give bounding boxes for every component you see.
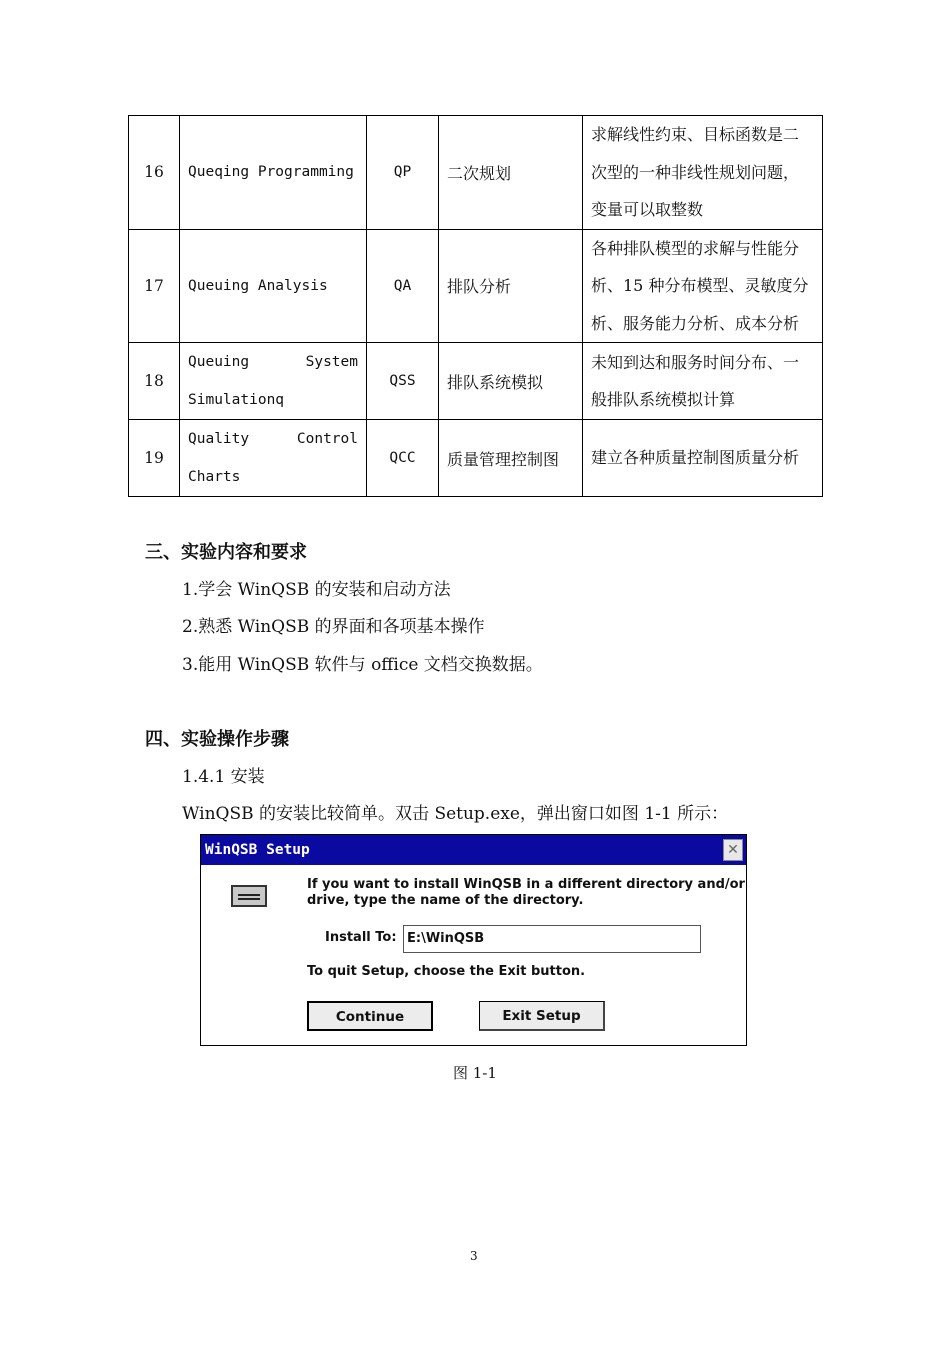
section4-subheading: 1.4.1 安装 — [182, 767, 265, 787]
module-abbr: QA — [367, 229, 439, 343]
module-cn-name: 二次规划 — [439, 116, 583, 230]
module-name: Queuing System Simulationq — [180, 343, 367, 420]
module-abbr: QP — [367, 116, 439, 230]
page-number: 3 — [470, 1249, 478, 1263]
module-description: 求解线性约束、目标函数是二 次型的一种非线性规划问题， 变量可以取整数 — [583, 116, 823, 230]
dialog-title: WinQSB Setup — [205, 842, 310, 858]
table-row — [129, 116, 823, 230]
install-message: If you want to install WinQSB in a different directory and/or drive, type the name of the directory. — [307, 877, 745, 908]
module-abbr: QCC — [367, 420, 439, 497]
section4-paragraph: WinQSB 的安装比较简单。双击 Setup.exe，弹出窗口如图 1-1 所示： — [182, 804, 729, 824]
table-row — [129, 343, 823, 420]
dialog-titlebar[interactable] — [201, 835, 746, 865]
close-icon[interactable]: ✕ — [723, 839, 743, 861]
module-name: Queuing Analysis — [180, 229, 367, 343]
exit-setup-button[interactable]: Exit Setup — [479, 1001, 605, 1031]
module-number: 16 — [129, 116, 180, 230]
table-row — [129, 229, 823, 343]
modules-table — [128, 115, 823, 497]
section3-item-3: 3.能用 WinQSB 软件与 office 文档交换数据。 — [182, 655, 543, 675]
install-path-input[interactable]: E:\WinQSB — [403, 925, 701, 953]
section3-item-2: 2.熟悉 WinQSB 的界面和各项基本操作 — [182, 617, 485, 637]
module-number: 17 — [129, 229, 180, 343]
module-cn-name: 排队系统模拟 — [439, 343, 583, 420]
module-name: Quality Control Charts — [180, 420, 367, 497]
table-row — [129, 420, 823, 497]
section3-item-1: 1.学会 WinQSB 的安装和启动方法 — [182, 580, 451, 600]
module-description: 未知到达和服务时间分布、一 般排队系统模拟计算 — [583, 343, 823, 420]
quit-message: To quit Setup, choose the Exit button. — [307, 964, 586, 979]
module-abbr: QSS — [367, 343, 439, 420]
section3-title: 三、实验内容和要求 — [145, 542, 307, 563]
install-to-label: Install To: — [325, 930, 397, 945]
module-description: 建立各种质量控制图质量分析 — [583, 420, 823, 497]
module-description: 各种排队模型的求解与性能分 析、15 种分布模型、灵敏度分 析、服务能力分析、成本分析 — [583, 229, 823, 343]
module-number: 18 — [129, 343, 180, 420]
module-cn-name: 排队分析 — [439, 229, 583, 343]
figure-caption: 图 1-1 — [453, 1064, 497, 1082]
section4-title: 四、实验操作步骤 — [145, 729, 289, 750]
winqsb-setup-dialog — [200, 834, 747, 1046]
module-number: 19 — [129, 420, 180, 497]
continue-button[interactable]: Continue — [307, 1001, 433, 1031]
setup-icon — [231, 885, 267, 907]
module-cn-name: 质量管理控制图 — [439, 420, 583, 497]
module-name: Queqing Programming — [180, 116, 367, 230]
